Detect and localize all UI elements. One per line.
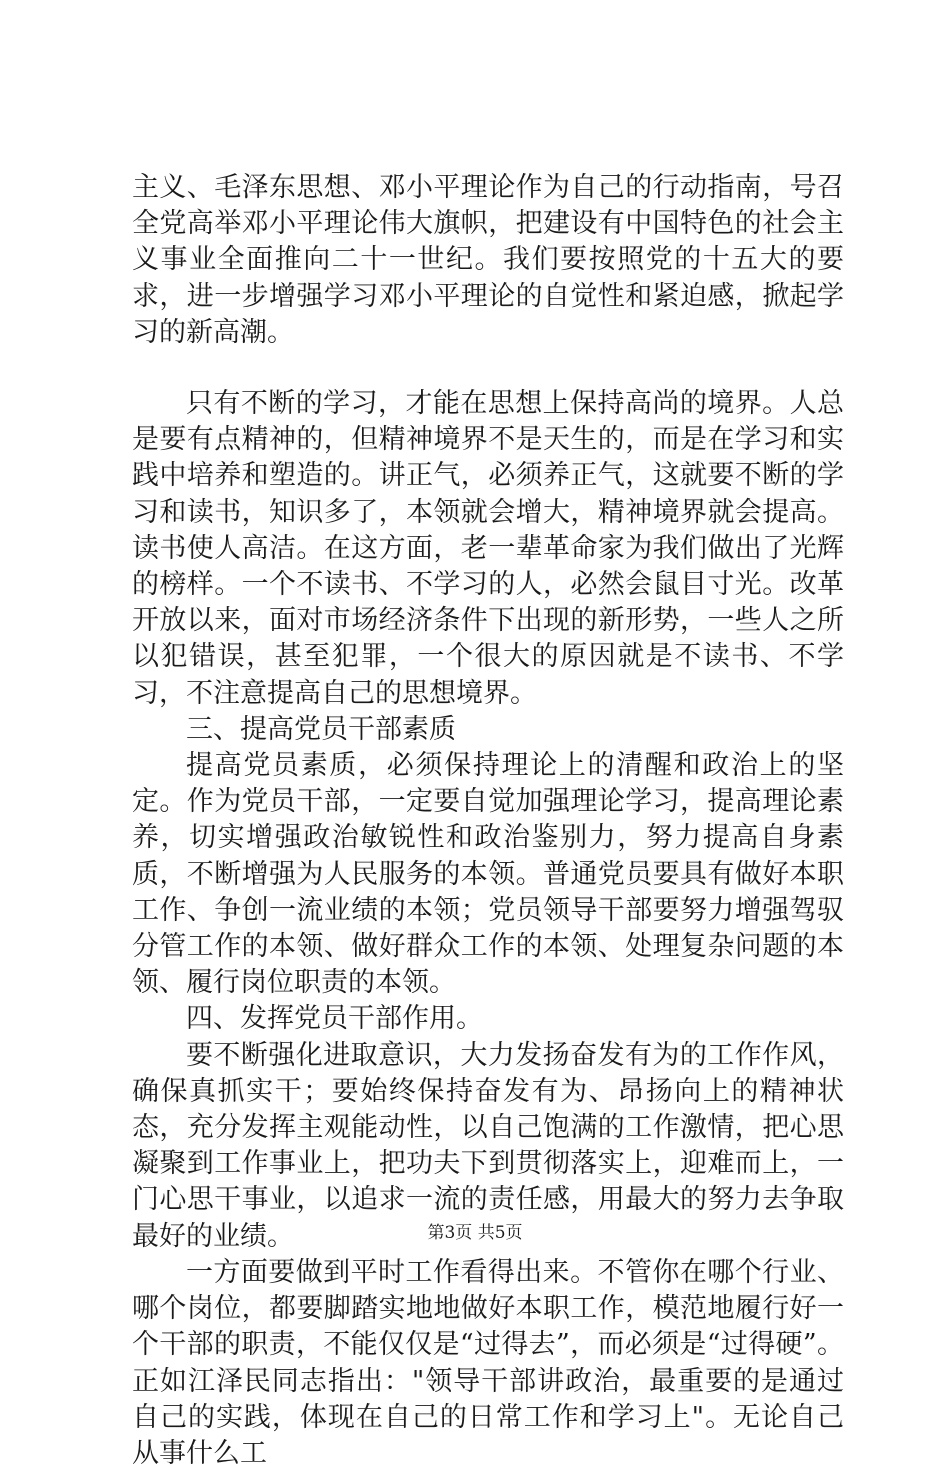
document-body xyxy=(132,170,844,1472)
section-heading-3: 三、提高党员干部素质 xyxy=(186,713,456,745)
page-footer: 第3页 共5页 xyxy=(427,1223,523,1243)
paragraph-quality: 提高党员素质，必须保持理论上的清醒和政治上的坚定。作为党员干部，一定要自觉加强理论学习，提高理论素养，切实增强政治敏锐性和政治鉴别力，努力提高自身素质，不断增强为人民服务的本领。普通党员要具有做好本职工作、争创一流业绩的本领；党员领导干部要努力增强驾驭分管工作的本领、做好群众工作的本领、处理复杂问题的本领、履行岗位职责的本领。 xyxy=(132,750,844,999)
paragraph-daily-work: 一方面要做到平时工作看得出来。不管你在哪个行业、哪个岗位，都要脚踏实地地做好本职工作，模范地履行好一个干部的职责，不能仅仅是“过得去”，而必须是“过得硬”。正如江泽民同志指出："领导干部讲政治，最重要的是通过自己的实践，体现在自己的日常工作和学习上"。无论自己从事什么工 xyxy=(132,1256,844,1469)
paragraph-learning: 只有不断的学习，才能在思想上保持高尚的境界。人总是要有点精神的，但精神境界不是天生的，而是在学习和实践中培养和塑造的。讲正气，必须养正气，这就要不断的学习和读书，知识多了，本领就会增大，精神境界就会提高。读书使人高洁。在这方面，老一辈革命家为我们做出了光辉的榜样。一个不读书、不学习的人，必然会鼠目寸光。改革开放以来，面对市场经济条件下出现的新形势，一些人之所以犯错误，甚至犯罪，一个很大的原因就是不读书、不学习，不注意提高自己的思想境界。 xyxy=(132,388,844,709)
paragraph-continuation: 主义、毛泽东思想、邓小平理论作为自己的行动指南，号召全党高举邓小平理论伟大旗帜，把建设有中国特色的社会主义事业全面推向二十一世纪。我们要按照党的十五大的要求，进一步增强学习邓小平理论的自觉性和紧迫感，掀起学习的新高潮。 xyxy=(132,172,844,348)
paragraph-initiative: 要不断强化进取意识，大力发扬奋发有为的工作作风，确保真抓实干；要始终保持奋发有为、昂扬向上的精神状态，充分发挥主观能动性，以自己饱满的工作激情，把心思凝聚到工作事业上，把功夫下到贯彻落实上，迎难而上，一门心思干事业，以追求一流的责任感，用最大的努力去争取最好的业绩。 xyxy=(132,1039,844,1252)
section-heading-4: 四、发挥党员干部作用。 xyxy=(186,1003,483,1035)
